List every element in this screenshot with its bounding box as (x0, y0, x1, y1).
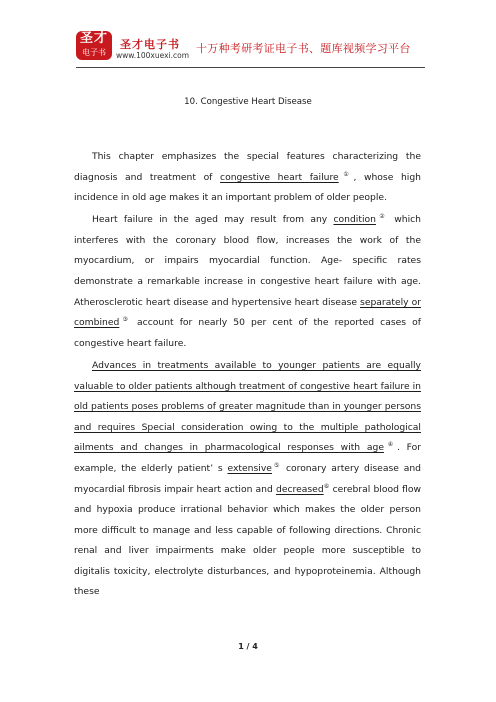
paragraph-1 (74, 147, 421, 209)
underlined-phrase: extensive (227, 462, 272, 474)
page-header (0, 0, 496, 70)
logo-top-text: 圣才 (79, 31, 108, 46)
text-run: Heart failure in the aged may result from any (92, 214, 334, 226)
note-marker: ① (338, 170, 354, 178)
logo-bottom-text: 电子书 (82, 48, 106, 57)
underlined-phrase: condition (333, 214, 376, 226)
header-slogan: 十万种考研考证电子书、题库视频学习平台 (196, 42, 411, 55)
underlined-phrase: decreased (275, 483, 324, 495)
header-divider (76, 67, 425, 68)
brand-name: 圣才电子书 (120, 38, 180, 51)
text-run: account for nearly 50 per cent of the reported cases of congestive heart failure. (74, 317, 421, 349)
note-marker: ⑤ (271, 461, 282, 469)
text-run: which interferes with the coronary blood flow, increases the work of the myocardium, or impairs myocardial function. Age- specific rates demonstrate a remarkable increase in congestive heart failure with age. Atherosclerotic heart disease and hypertensive heart disease (74, 214, 421, 308)
note-marker: ④ (383, 441, 397, 449)
note-marker: ② (375, 213, 388, 221)
chapter-title: 10. Congestive Heart Disease (184, 97, 312, 107)
underlined-phrase: Advances in treatments available to younger patients are equally valuable to older patients although treatment of congestive heart failure in old patients poses problems of greater magnitude than in younger persons and requires Special consideration owing to the multiple pathological ailments and changes in pharmacological responses with age (74, 359, 421, 454)
brand-url-link[interactable]: www.100xuexi.com (116, 51, 190, 60)
note-marker: ③ (119, 316, 131, 324)
paragraph-3 (74, 356, 421, 603)
paragraph-2 (74, 210, 421, 354)
text-run: This chapter emphasizes the special features characterizing the diagnosis and treatment of (74, 151, 421, 183)
underlined-phrase: separately or combined (74, 296, 421, 329)
note-marker: ⑥ (323, 482, 330, 490)
text-run: , whose high incidence in old age makes it an important problem of older people. (74, 171, 421, 204)
page-number: 1 / 4 (238, 642, 258, 651)
text-run: cerebral blood flow and hypoxia produce irrational behavior which makes the older person more difficult to manage and less capable of following directions. Chronic renal and liver impairments make older people more susceptible to digitalis toxicity, electrolyte disturbances, and hypoproteinemia. Although these (74, 483, 421, 598)
underlined-phrase: congestive heart failure (220, 171, 339, 183)
text-run: coronary artery disease and myocardial fibrosis impair heart action and (74, 462, 421, 495)
document-body (74, 147, 421, 605)
brand-logo[interactable] (76, 31, 112, 60)
text-run: . For example, the elderly patient’ s (74, 442, 421, 474)
